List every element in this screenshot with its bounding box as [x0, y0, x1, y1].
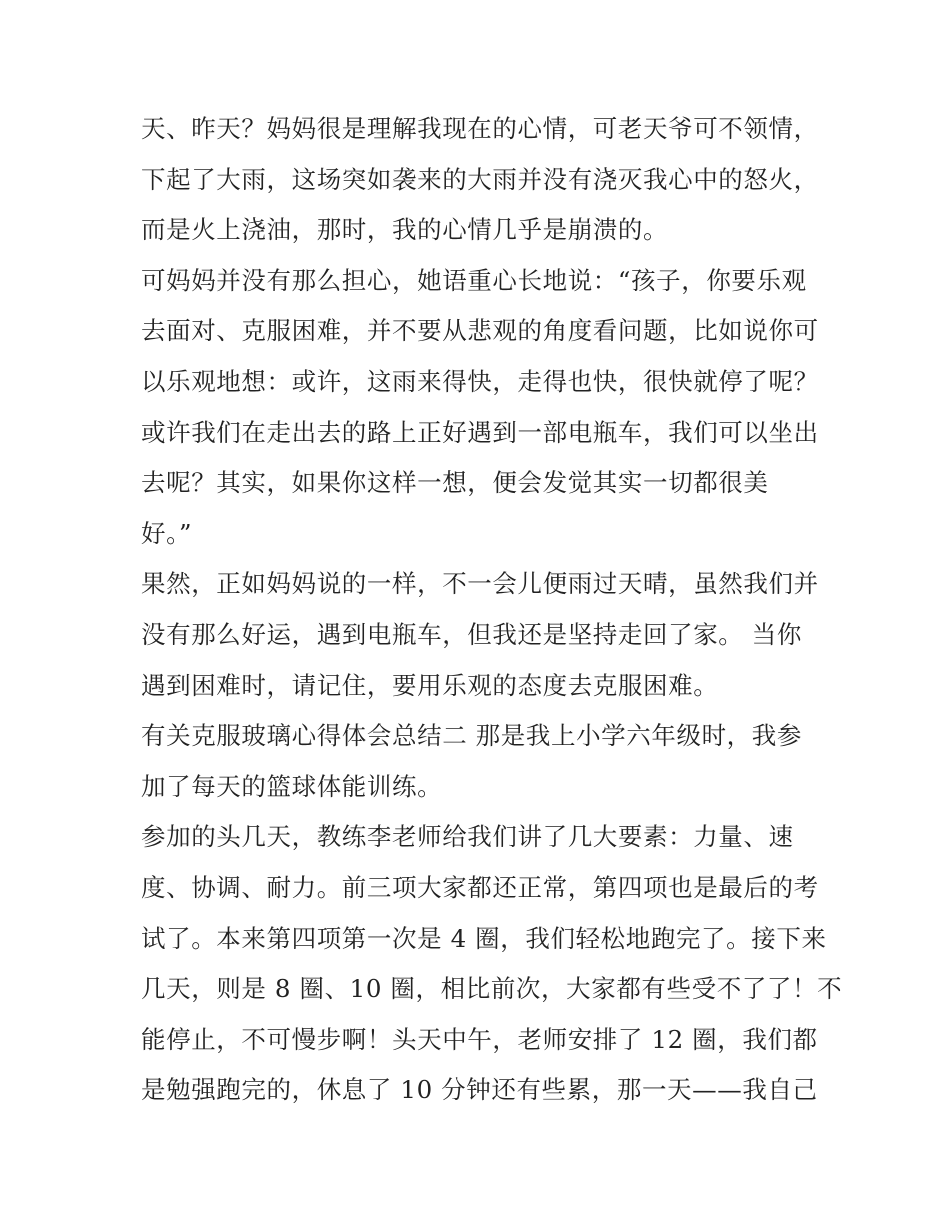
text-line: 或许我们在走出去的路上正好遇到一部电瓶车，我们可以坐出	[141, 417, 819, 447]
text-line: 去面对、克服困难，并不要从悲观的角度看问题，比如说你可	[141, 316, 819, 346]
text-line: 而是火上浇油，那时，我的心情几乎是崩溃的。	[141, 215, 669, 245]
text-line: 试了。本来第四项第一次是 4 圈，我们轻松地跑完了。接下来	[141, 923, 827, 953]
text-line: 是勉强跑完的，休息了 10 分钟还有些累，那一天——我自己	[141, 1075, 818, 1105]
text-line: 果然，正如妈妈说的一样，不一会儿便雨过天晴，虽然我们并	[141, 569, 819, 599]
text-line: 参加的头几天，教练李老师给我们讲了几大要素：力量、速	[141, 822, 794, 852]
text-line: 能停止，不可慢步啊！头天中午，老师安排了 12 圈，我们都	[141, 1024, 818, 1054]
text-line: 可妈妈并没有那么担心，她语重心长地说：“孩子，你要乐观	[141, 265, 807, 295]
text-line: 以乐观地想：或许，这雨来得快，走得也快，很快就停了呢？	[141, 366, 819, 396]
text-line: 好。”	[141, 518, 193, 548]
text-line: 几天，则是 8 圈、10 圈，相比前次，大家都有些受不了了！不	[141, 974, 843, 1004]
text-line: 天、昨天？妈妈很是理解我现在的心情，可老天爷可不领情，	[141, 114, 819, 143]
text-line: 下起了大雨，这场突如袭来的大雨并没有浇灭我心中的怒火，	[141, 164, 819, 194]
text-line: 去呢？其实，如果你这样一想，便会发觉其实一切都很美	[141, 468, 769, 498]
document-body	[141, 104, 843, 1116]
text-line: 度、协调、耐力。前三项大家都还正常，第四项也是最后的考	[141, 872, 819, 902]
text-line: 没有那么好运，遇到电瓶车，但我还是坚持走回了家。 当你	[141, 619, 802, 649]
text-line: 遇到困难时，请记住，要用乐观的态度去克服困难。	[141, 670, 719, 700]
text-line: 加了每天的篮球体能训练。	[141, 771, 443, 801]
text-line: 有关克服玻璃心得体会总结二 那是我上小学六年级时，我参	[141, 721, 802, 751]
